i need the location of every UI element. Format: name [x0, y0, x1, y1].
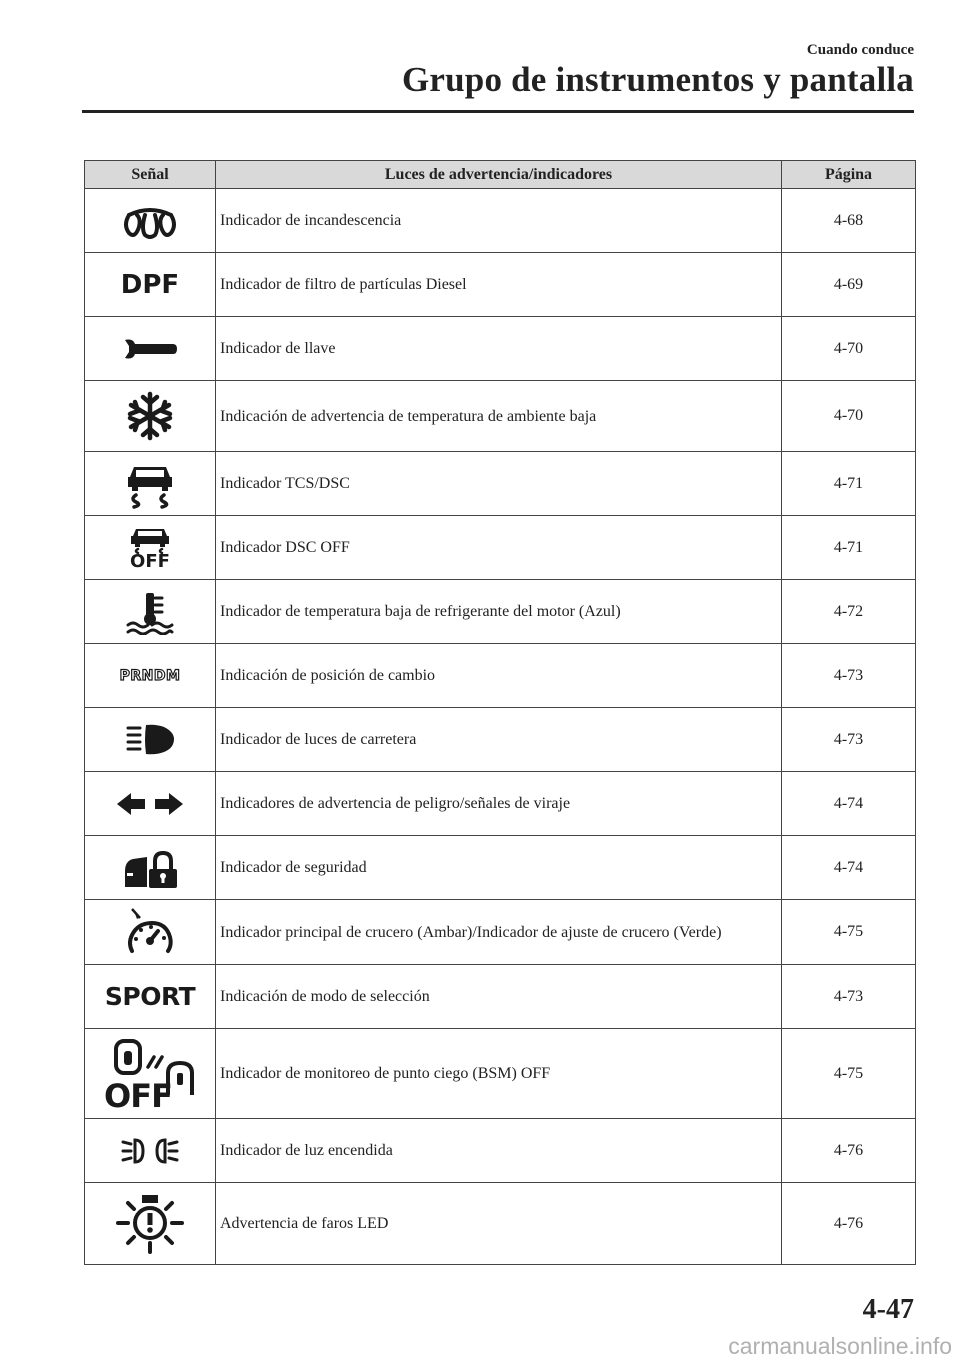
row-label: Indicador de seguridad	[216, 836, 782, 900]
table-row	[85, 1119, 916, 1183]
table-row	[85, 708, 916, 772]
column-header-lights: Luces de advertencia/indicadores	[216, 161, 782, 189]
table-row	[85, 1183, 916, 1265]
page-number: 4-47	[862, 1294, 914, 1325]
table-row	[85, 189, 916, 253]
row-page: 4-68	[782, 189, 916, 253]
row-label: Indicación de advertencia de temperatura de ambiente baja	[216, 381, 782, 452]
row-page: 4-76	[782, 1183, 916, 1265]
lights-on-icon	[119, 1134, 181, 1168]
table-row	[85, 516, 916, 580]
row-page: 4-73	[782, 644, 916, 708]
security-icon	[121, 847, 179, 889]
row-page: 4-71	[782, 452, 916, 516]
row-label: Indicador DSC OFF	[216, 516, 782, 580]
watermark: carmanualsonline.info	[728, 1333, 952, 1359]
dpf-icon: DPF	[120, 269, 180, 300]
table-row	[85, 381, 916, 452]
page-title: Grupo de instrumentos y pantalla	[401, 60, 914, 99]
row-label: Indicación de modo de selección	[216, 965, 782, 1029]
shift-position-icon: PRNDM	[119, 667, 181, 684]
row-page: 4-73	[782, 708, 916, 772]
row-page: 4-75	[782, 900, 916, 965]
row-page: 4-74	[782, 772, 916, 836]
row-page: 4-74	[782, 836, 916, 900]
row-label: Advertencia de faros LED	[216, 1183, 782, 1265]
row-label: Indicador de monitoreo de punto ciego (BSM) OFF	[216, 1029, 782, 1119]
column-header-page: Página	[782, 161, 916, 189]
row-page: 4-71	[782, 516, 916, 580]
header-rule	[82, 110, 914, 113]
snowflake-icon	[124, 390, 176, 442]
row-page: 4-69	[782, 253, 916, 317]
table-row	[85, 836, 916, 900]
table-row	[85, 965, 916, 1029]
glow-plug-icon	[119, 201, 181, 241]
row-page: 4-70	[782, 317, 916, 381]
bsm-off-icon	[102, 1037, 198, 1115]
row-label: Indicador de luces de carretera	[216, 708, 782, 772]
table-row	[85, 900, 916, 965]
row-page: 4-73	[782, 965, 916, 1029]
row-label: Indicación de posición de cambio	[216, 644, 782, 708]
table-row	[85, 452, 916, 516]
table-row	[85, 580, 916, 644]
sport-icon: SPORT	[104, 982, 196, 1011]
row-page: 4-76	[782, 1119, 916, 1183]
row-page: 4-72	[782, 580, 916, 644]
off-text: OFF	[104, 1076, 172, 1115]
wrench-icon	[119, 334, 181, 364]
row-page: 4-70	[782, 381, 916, 452]
row-label: Indicador de filtro de partículas Diesel	[216, 253, 782, 317]
led-headlight-warning-icon	[114, 1193, 186, 1255]
dsc-car-icon	[127, 525, 173, 555]
row-page: 4-75	[782, 1029, 916, 1119]
coolant-low-temp-icon	[124, 589, 176, 635]
row-label: Indicador TCS/DSC	[216, 452, 782, 516]
table-row	[85, 772, 916, 836]
table-row	[85, 253, 916, 317]
row-label: Indicador de temperatura baja de refrigerante del motor (Azul)	[216, 580, 782, 644]
table-row	[85, 1029, 916, 1119]
row-label: Indicadores de advertencia de peligro/señales de viraje	[216, 772, 782, 836]
header-section-label: Cuando conduce	[806, 42, 914, 58]
indicator-table	[84, 160, 916, 1265]
high-beam-icon	[122, 722, 178, 758]
cruise-icon	[124, 907, 176, 957]
tcs-dsc-icon	[122, 459, 178, 509]
table-row	[85, 644, 916, 708]
turn-signal-icon	[115, 789, 185, 819]
off-text: OFF	[130, 550, 170, 572]
dsc-off-icon	[127, 525, 173, 571]
row-label: Indicador de llave	[216, 317, 782, 381]
row-label: Indicador de luz encendida	[216, 1119, 782, 1183]
table-row	[85, 317, 916, 381]
row-label: Indicador principal de crucero (Ambar)/Indicador de ajuste de crucero (Verde)	[216, 900, 782, 965]
row-label: Indicador de incandescencia	[216, 189, 782, 253]
table-header-row	[85, 161, 916, 189]
column-header-signal: Señal	[85, 161, 216, 189]
